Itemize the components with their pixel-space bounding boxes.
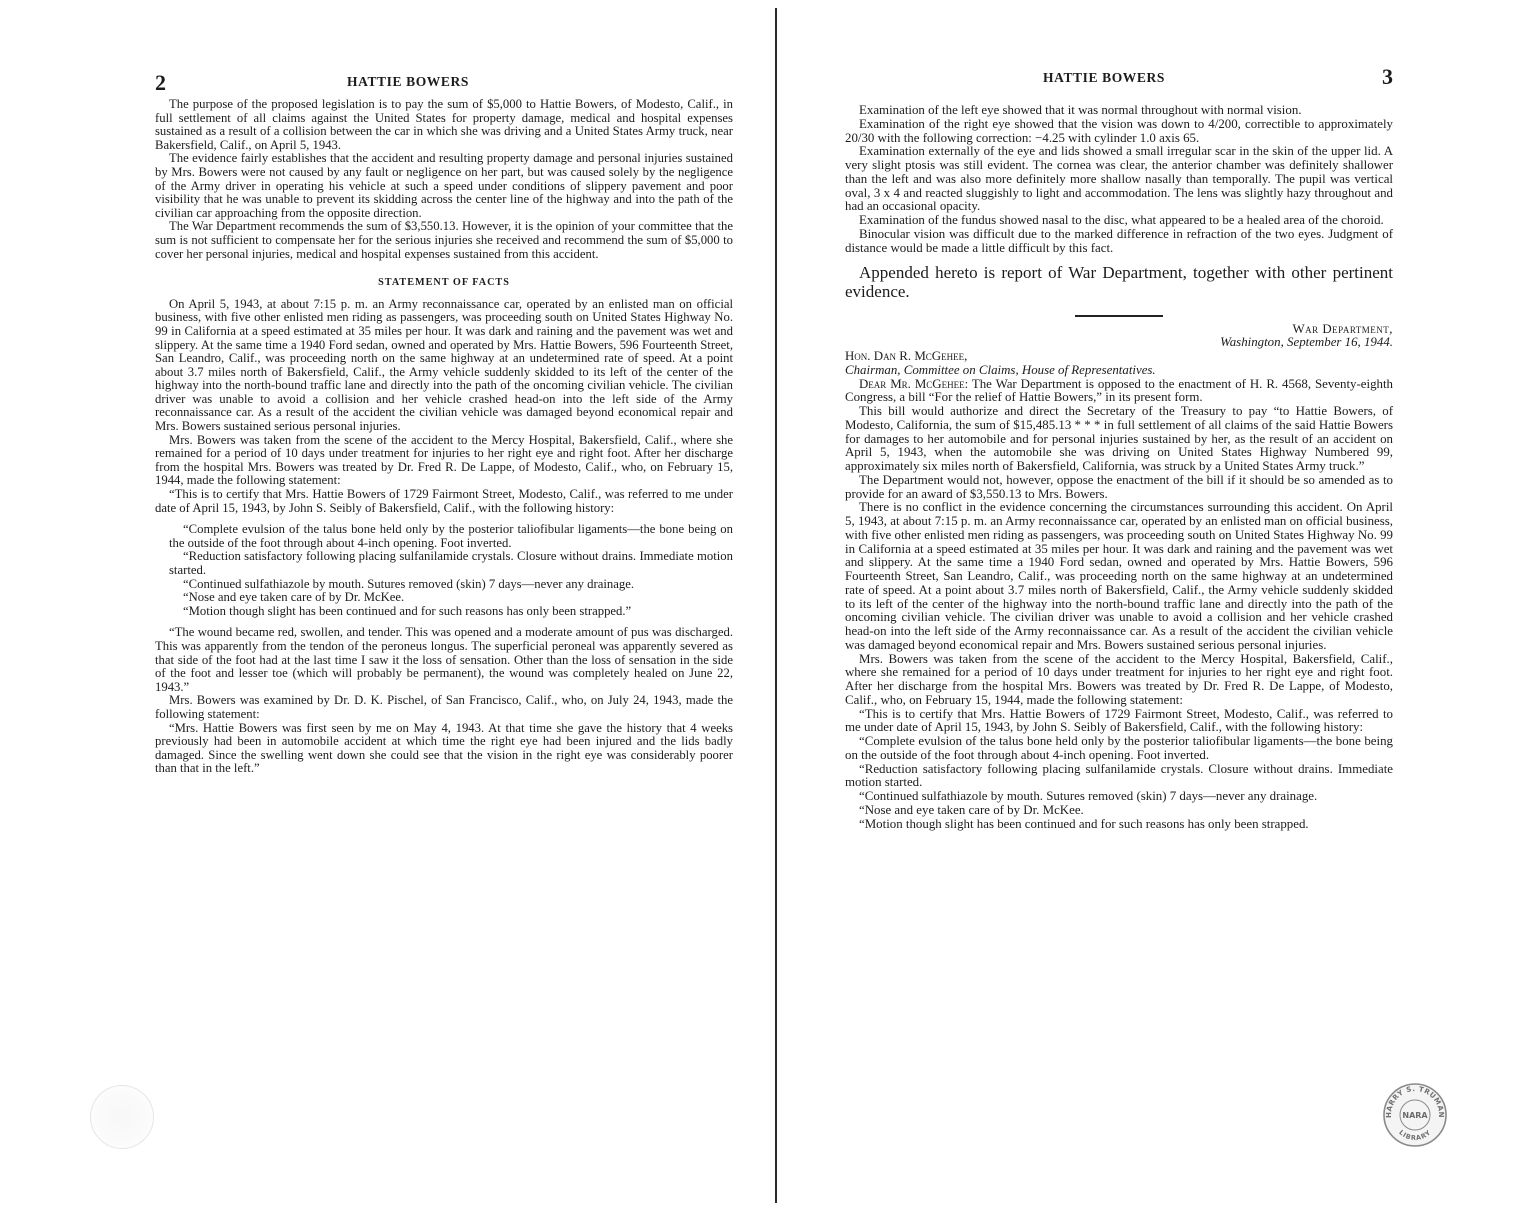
paragraph: Mrs. Bowers was taken from the scene of the accident to the Mercy Hospital, Bakersfield, Calif., where she remained for a period of 10 days under treatment for injuries to her right eye and right foot. After her discharge from the hospital Mrs. Bowers was treated by Dr. Fred R. De Lappe, of Modesto, Calif., who, on February 15, 1944, made the following statement: [155,432,733,488]
paragraph: There is no conflict in the evidence concerning the circumstances surrounding this accident. On April 5, 1943, at about 7:15 p. m. an Army reconnaissance car, operated by an enlisted man on official business, with five other enlisted men riding as passengers, was proceeding south on United States Highway No. 99 in California at a speed estimated at 35 miles per hour. It was dark and raining and the pavement was wet and slippery. At the same time a 1940 Ford sedan, owned and operated by Mrs. Hattie Bowers, 596 Fourteenth Street, San Leandro, Calif., was proceeding north on the same highway at an undetermined rate of speed. At a point about 3.7 miles north of Bakersfield, Calif., the Army vehicle suddenly skidded to its left of the center of the highway into the north-bound traffic lane and directly into the path of the oncoming civilian vehicle. The civilian driver was unable to avoid a collision and her vehicle crashed head-on into the left side of the Army reconnaissance car. As a result of the accident the civilian vehicle was damaged beyond economical repair and Mrs. Bowers sustained serious personal injuries. [845,500,1393,652]
letterhead-place-date: Washington, September 16, 1944. [1220,335,1393,350]
paragraph: Examination of the fundus showed nasal to the disc, what appeared to be a healed area of the choroid. [859,213,1384,227]
letter-opening [845,378,1393,406]
paragraph: The evidence fairly establishes that the accident and resulting property damage and personal injuries sustained by Mrs. Bowers were not caused by any fault or negligence on her part, but was caused solely by the negligence of the Army driver in operating his vehicle at such a speed under conditions of slippery pavement and poor visibility that he was unable to prevent its skidding across the center line of the highway and into the path of the civilian car approaching from the opposite direction. [155,151,733,220]
letter-first-sentence: The War Department is opposed to the enactment of H. R. 4568, Seventy-eighth Congress, a bill “For the relief of Hattie Bowers,” in its present form. [845,376,1393,405]
history-quote: “Nose and eye taken care of by Dr. McKee. [183,590,405,605]
history-quote: “Complete evulsion of the talus bone held only by the posterior taliofibular ligaments—the bone being on the outside of the foot through about 4-inch opening. Foot inverted. [845,734,1393,762]
page-number: 3 [1382,64,1393,89]
quoted-paragraph: “This is to certify that Mrs. Hattie Bowers of 1729 Fairmont Street, Modesto, Calif., was referred to me under date of April 15, 1943, by John S. Seibly of Bakersfield, Calif., with the following history: [845,706,1393,735]
letterhead-department: War Department, [1292,321,1393,336]
history-quote: “Motion though slight has been continued and for such reasons has only been strapped. [859,816,1309,831]
history-quote: “Continued sulfathiazole by mouth. Sutures removed (skin) 7 days—never any drainage. [859,789,1318,804]
salutation: Dear Mr. McGehee: [859,376,969,391]
quoted-paragraph: “The wound became red, swollen, and tender. This was opened and a moderate amount of pus was discharged. This was apparently from the tendon of the peroneus longus. The superficial peroneal was apparently severed as that side of the foot had at the last time I saw it the loss of sensation. Other than the loss of sensation in the side of the foot and lesser toe (which will probably be permanent), the wound was completely healed on June 22, 1943.” [155,625,733,694]
quoted-paragraph: “This is to certify that Mrs. Hattie Bowers of 1729 Fairmont Street, Modesto, Calif., was referred to me under date of April 15, 1943, by John S. Seibly of Bakersfield, Calif., with the following history: [155,487,733,515]
right-page-body [845,104,1393,831]
history-quote: “Complete evulsion of the talus bone held only by the posterior taliofibular ligaments—the bone being on the outside of the foot through about 4-inch opening. Foot inverted. [169,522,733,550]
history-quote: “Motion though slight has been continued and for such reasons has only been strapped.” [183,603,632,618]
paragraph: The War Department recommends the sum of $3,550.13. However, it is the opinion of your committee that the sum is not sufficient to compensate her for the serious injuries she received and recommend the sum of $5,000 to cover her personal injuries, medical and hospital expenses sustained from this accident. [155,219,733,261]
paragraph: Mrs. Bowers was taken from the scene of the accident to the Mercy Hospital, Bakersfield, Calif., where she remained for a period of 10 days under treatment for injuries to her right eye and right foot. After her discharge from the hospital Mrs. Bowers was treated by Dr. Fred R. De Lappe, of Modesto, Calif., who, on February 15, 1944, made the following statement: [845,651,1393,707]
page-number: 2 [155,70,166,95]
history-quote: “Reduction satisfactory following placing sulfanilamide crystals. Closure without drains. Immediate motion started. [169,549,733,577]
paragraph: This bill would authorize and direct the Secretary of the Treasury to pay “to Hattie Bowers, of Modesto, California, the sum of $15,485.13 * * * in full settlement of all claims of the said Hattie Bowers for damages to her automobile and for personal injuries sustained by her, as the result of an accident on April 5, 1943, when the automobile she was driving on United States Highway Numbered 99, approximately six miles north of Bakersfield, California, was struck by a United States Army truck.” [845,404,1393,474]
section-heading: STATEMENT OF FACTS [378,277,510,289]
stamp-center-text: NARA [1402,1111,1428,1120]
page-gutter-divider [775,8,777,1203]
running-header: HATTIE BOWERS [1043,70,1165,85]
paragraph: The purpose of the proposed legislation is to pay the sum of $5,000 to Hattie Bowers, of Modesto, Calif., in full settlement of all claims against the United States for property damage, medical and hospital expenses sustained as a result of a collision between the car in which she was driving and a United States Army truck, near Bakersfield, Calif., on April 5, 1943. [155,97,733,152]
paragraph: Examination of the right eye showed that the vision was down to 4/200, correctible to approximately 20/30 with the following correction: −4.25 with cylinder 1.0 axis 65. [845,116,1393,145]
paragraph: Binocular vision was difficult due to the marked difference in refraction of the two eyes. Judgment of distance would be made a little difficult by this fact. [845,226,1393,255]
truman-library-stamp [1382,1082,1448,1148]
paragraph: Mrs. Bowers was examined by Dr. D. K. Pischel, of San Francisco, Calif., who, on July 24, 1943, made the following statement: [155,693,733,721]
left-page-body [155,98,733,776]
paragraph: On April 5, 1943, at about 7:15 p. m. an Army reconnaissance car, operated by an enlisted man on official business, with five other enlisted men riding as passengers, was proceeding south on United States Highway No. 99 in California at a speed estimated at 35 miles per hour. It was dark and raining and the pavement was wet and slippery. At the same time a 1940 Ford sedan, owned and operated by Mrs. Hattie Bowers, 596 Fourteenth Street, San Leandro, Calif., was proceeding north on the same highway at an undetermined rate of speed. At a point about 3.7 miles north of Bakersfield, Calif., the Army vehicle suddenly skidded to its left of the center of the highway into the north-bound traffic lane and directly into the path of the oncoming civilian vehicle. The civilian driver was unable to avoid a collision and her vehicle crashed head-on into the left side of the Army reconnaissance car. As a result of the accident the civilian vehicle was damaged beyond economical repair and Mrs. Bowers sustained serious personal injuries. [155,296,733,434]
quoted-paragraph: “Mrs. Hattie Bowers was first seen by me on May 4, 1943. At that time she gave the history that 4 weeks previously had been in automobile accident at which time the right eye had been injured and the lids badly damaged. Since the swelling went down she could see that the vision in the right eye was considerably poorer than that in the left.” [155,720,733,776]
paragraph: The Department would not, however, oppose the enactment of the bill if it should be so amended as to provide for an award of $3,550.13 to Mrs. Bowers. [845,472,1393,501]
running-header: HATTIE BOWERS [347,74,469,89]
addressee: Hon. Dan R. McGehee, [845,349,968,364]
stamp-top-text: HARRY S. TRUMAN [1384,1084,1446,1119]
separator-rule [1075,315,1163,316]
history-quote: “Reduction satisfactory following placing sulfanilamide crystals. Closure without drains. Immediate motion started. [845,761,1393,790]
history-quote: “Continued sulfathiazole by mouth. Sutures removed (skin) 7 days—never any drainage. [183,576,634,591]
appended-note: Appended hereto is report of War Department, together with other pertinent evidence. [845,263,1393,302]
stamp-bottom-text: LIBRARY [1397,1128,1433,1143]
history-quote: “Nose and eye taken care of by Dr. McKee. [859,802,1084,817]
paragraph: Examination of the left eye showed that it was normal throughout with normal vision. [859,103,1302,117]
addressee-title: Chairman, Committee on Claims, House of Representatives. [845,362,1156,377]
faint-library-stamp-left [90,1085,154,1149]
paragraph: Examination externally of the eye and lids showed a small irregular scar in the skin of the upper lid. A very slight ptosis was still evident. The cornea was clear, the anterior chamber was definitely shallower than the left and was also more definitely more shallow nasally than temporally. The pupil was vertical oval, 3 x 4 and reacted sluggishly to light and accommodation. The lens was slightly hazy throughout and had an occasional opacity. [845,144,1393,214]
